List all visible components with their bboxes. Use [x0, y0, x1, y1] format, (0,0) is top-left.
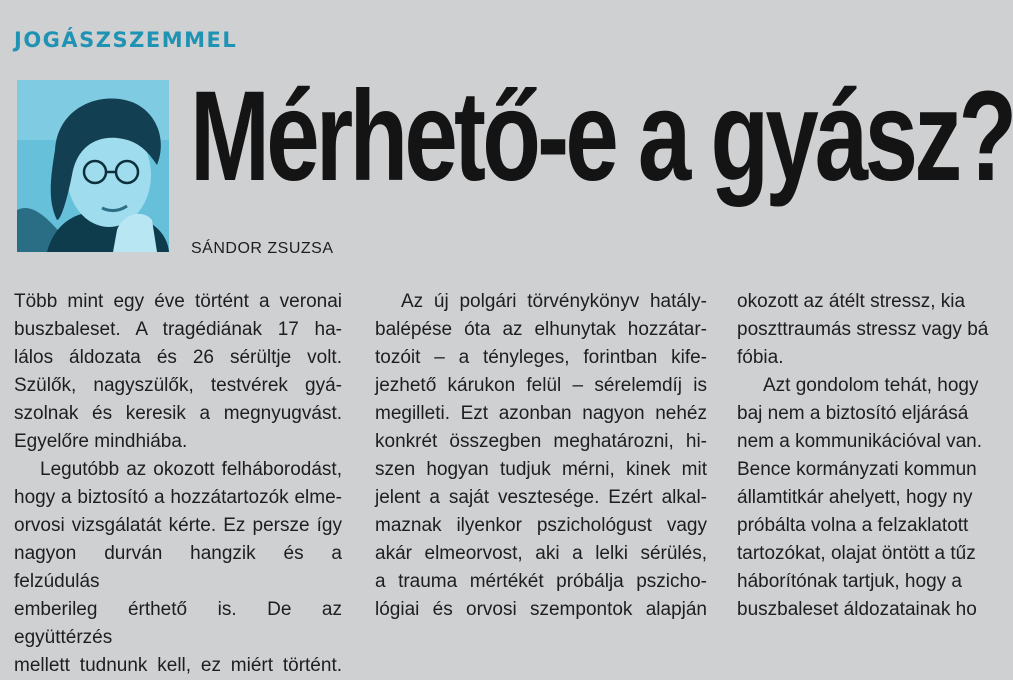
- text-line: buszbaleset áldozatainak ho: [737, 599, 977, 620]
- author-portrait: [17, 80, 169, 252]
- text-line: Azt gondolom tehát, hogy: [763, 375, 979, 396]
- text-line: államtitkár ahelyett, hogy ny: [737, 487, 973, 508]
- article-column-3: [737, 288, 1000, 633]
- text-line: orvosi vizsgálatát kérte. Ez persze így: [14, 515, 342, 536]
- text-line: a trauma mértékét próbálja pszicho-: [375, 571, 707, 592]
- text-line: Bence kormányzati kommun: [737, 459, 977, 480]
- text-line: konkrét összegben meghatározni, hi-: [375, 431, 707, 452]
- text-line: fóbia.: [737, 347, 784, 368]
- text-line: megilleti. Ezt azonban nagyon nehéz: [375, 403, 707, 424]
- text-line: Egyelőre mindhiába.: [14, 431, 188, 452]
- article-headline: Mérhető-e a gyász?: [190, 65, 1013, 208]
- text-line: buszbaleset. A tragédiának 17 ha-: [14, 319, 342, 340]
- text-line: Az új polgári törvénykönyv hatály-: [401, 291, 707, 312]
- author-byline: SÁNDOR ZSUZSA: [191, 240, 334, 257]
- text-line: nem a kommunikációval van.: [737, 431, 982, 452]
- text-line: Több mint egy éve történt a veronai: [14, 291, 342, 312]
- text-line: hogy a biztosító a hozzátartozók elme-: [14, 487, 342, 508]
- text-line: lálos áldozata és 26 sérültje volt.: [14, 347, 342, 368]
- text-line: emberileg érthető is. De az együttérzés: [14, 599, 342, 648]
- text-line: szen hogyan tudjuk mérni, kinek mit: [375, 459, 707, 480]
- text-line: háborítónak tartjuk, hogy a: [737, 571, 962, 592]
- text-line: tozóit – a tényleges, forintban kife-: [375, 347, 707, 368]
- author-portrait-illustration: [17, 80, 169, 252]
- text-line: poszttraumás stressz vagy bá: [737, 319, 989, 340]
- article-column-1: [14, 288, 342, 676]
- text-line: lógiai és orvosi szempontok alapján: [375, 599, 707, 620]
- article-column-2: [375, 288, 707, 633]
- section-rubric: JOGÁSZSZEMMEL: [14, 28, 238, 52]
- text-line: mellett tudnunk kell, ez miért történt.: [14, 655, 342, 676]
- text-line: Legutóbb az okozott felháborodást,: [40, 459, 342, 480]
- text-line: okozott az átélt stressz, kia: [737, 291, 966, 312]
- text-line: jelent a saját vesztesége. Ezért alkal-: [375, 487, 707, 508]
- text-line: tartozókat, olajat öntött a tűz: [737, 543, 976, 564]
- text-line: próbálta volna a felzaklatott: [737, 515, 969, 536]
- text-line: baj nem a biztosító eljárásá: [737, 403, 969, 424]
- text-line: akár elmeorvost, aki a lelki sérülés,: [375, 543, 707, 564]
- text-line: szolnak és keresik a megnyugvást.: [14, 403, 342, 424]
- text-line: Szülők, nagyszülők, testvérek gyá-: [14, 375, 342, 396]
- text-line: maznak ilyenkor pszichológust vagy: [375, 515, 707, 536]
- text-line: balépése óta az elhunytak hozzátar-: [375, 319, 707, 340]
- text-line: nagyon durván hangzik és a felzúdulás: [14, 543, 342, 592]
- text-line: jezhető kárukon felül – sérelemdíj is: [375, 375, 707, 396]
